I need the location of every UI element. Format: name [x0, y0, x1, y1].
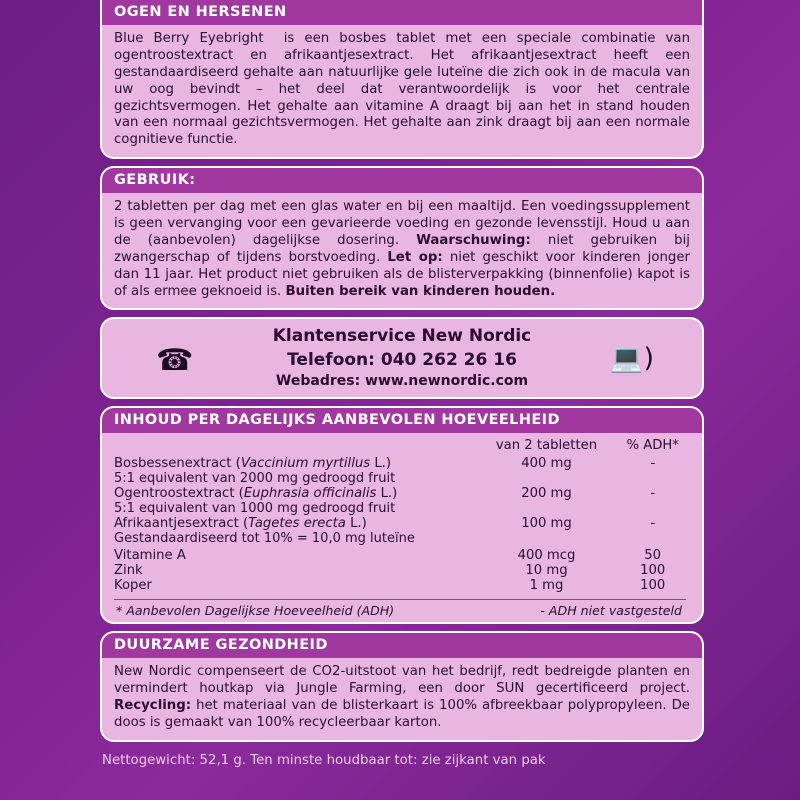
- nutrient-name: Gestandaardiseerd tot 10% = 10,0 mg luteïne: [114, 531, 415, 547]
- nutrient-amount: [482, 501, 612, 516]
- nutrient-name: 5:1 equivalent van 1000 mg gedroogd fruit: [114, 501, 396, 517]
- table-row: [104, 578, 694, 593]
- nutrient-amount: [482, 471, 612, 486]
- nutrient-name: Vitamine A: [114, 548, 186, 564]
- nutrient-amount: 1 mg: [529, 578, 564, 594]
- nutrient-amount: 400 mcg: [517, 548, 576, 564]
- nutrition-table: [104, 438, 694, 593]
- section-nutrition: [100, 406, 704, 624]
- table-row: [104, 456, 694, 471]
- table-row: [104, 486, 694, 501]
- nutrition-rows: [104, 456, 694, 593]
- nutrition-footnote-right: - ADH niet vastgesteld: [540, 603, 682, 619]
- nutrient-adh: [611, 501, 694, 516]
- nutrition-table-wrap: [102, 433, 702, 622]
- table-row: [104, 563, 694, 578]
- nutrition-col-amount: van 2 tabletten: [495, 438, 598, 454]
- table-row: [104, 471, 694, 486]
- nutrition-table-header-row: [104, 438, 694, 456]
- table-row: [104, 501, 694, 516]
- nutrient-name: Koper: [114, 578, 152, 594]
- table-row: [104, 546, 694, 563]
- section-usage-title: GEBRUIK:: [102, 168, 702, 193]
- section-sustainability: [100, 631, 704, 742]
- customer-service-card: [100, 317, 704, 399]
- nutrient-name: Zink: [114, 563, 143, 579]
- nutrient-name: 5:1 equivalent van 2000 mg gedroogd fruit: [114, 471, 396, 487]
- net-weight-strip: Nettogewicht: 52,1 g. Ten minste houdbaar tot: zie zijkant van pak: [102, 752, 546, 768]
- nutrient-amount: 400 mg: [521, 456, 572, 472]
- nutrient-amount: 200 mg: [521, 486, 572, 502]
- nutrient-adh: [611, 471, 694, 486]
- section-sustainability-text: New Nordic compenseert de CO2-uitstoot van het bedrijf, redt bedreigde planten en vermindert houtkap via Jungle Farming, een door SUN gecertificeerd project. Recycling: het materiaal van de blisterkaart is 100% afbreekbaar polypropyleen. De doos is gemaakt van 100% recycleerbaar karton.: [114, 664, 690, 730]
- customer-service-title: Klantenservice New Nordic: [272, 326, 532, 347]
- section-eyes-brain-text: Blue Berry Eyebright is een bosbes tablet met een speciale combinatie van ogentroostextract en afrikaantjesextract. Het afrikaantjesextract heeft een gestandaardiseerd gehalte aan natuurlijke gele luteïne die zich ook in de macula van uw oog bevindt – het deel dat verantwoordelijk is voor het centrale gezichtsvermogen. Het gehalte aan vitamine A draagt bij aan het in stand houden van een normaal gezichtsvermogen. Het gehalte aan zink draagt bij aan een normale cognitieve functie.: [114, 31, 690, 148]
- section-nutrition-title: INHOUD PER DAGELIJKS AANBEVOLEN HOEVEELHEID: [102, 408, 702, 433]
- nutrient-adh: -: [650, 456, 656, 472]
- nutrient-adh: [611, 531, 694, 546]
- phone-icon: ☎: [156, 343, 194, 379]
- section-sustainability-title: DUURZAME GEZONDHEID: [102, 633, 702, 658]
- section-eyes-brain-title: OGEN EN HERSENEN: [102, 0, 702, 25]
- nutrition-col-name: [104, 438, 482, 456]
- nutrient-amount: [482, 531, 612, 546]
- table-row: [104, 516, 694, 531]
- nutrition-footnote: [114, 599, 686, 622]
- laptop-icon: 💻): [609, 343, 654, 375]
- nutrient-amount: 100 mg: [521, 516, 572, 532]
- nutrition-table-body: [104, 438, 694, 456]
- customer-service-web: Webadres: www.newnordic.com: [275, 373, 529, 390]
- nutrient-name: Afrikaantjesextract (Tagetes erecta L.): [114, 516, 367, 532]
- section-usage-text: 2 tabletten per dag met een glas water en bij een maaltijd. Een voedingssupplement is geen vervanging voor een gevarieerde voeding en gezonde levensstijl. Houd u aan de (aanbevolen) dagelijkse dosering. Waarschuwing: niet gebruiken bij zwangerschap of tijdens borstvoeding. Let op: niet geschikt voor kinderen jonger dan 11 jaar. Het product niet gebruiken als de blisterverpakking (binnenfolie) kapot is of als ermee geknoeid is. Buiten bereik van kinderen houden.: [114, 199, 690, 299]
- customer-service-phone: Telefoon: 040 262 26 16: [287, 350, 517, 371]
- nutrient-amount: 10 mg: [525, 563, 568, 579]
- nutrient-adh: 100: [640, 578, 666, 594]
- nutrient-adh: -: [650, 516, 656, 532]
- nutrient-name: Ogentroostextract (Euphrasia officinalis L.): [114, 486, 398, 502]
- table-row: [104, 531, 694, 546]
- nutrition-col-adh: % ADH*: [626, 438, 679, 454]
- section-usage: [100, 166, 704, 310]
- section-eyes-brain: [100, 0, 704, 159]
- nutrient-adh: 50: [644, 548, 662, 564]
- nutrition-footnote-left: * Aanbevolen Dagelijkse Hoeveelheid (ADH): [116, 603, 395, 619]
- nutrient-name: Bosbessenextract (Vaccinium myrtillus L.): [114, 456, 392, 472]
- nutrient-adh: -: [650, 486, 656, 502]
- nutrient-adh: 100: [640, 563, 666, 579]
